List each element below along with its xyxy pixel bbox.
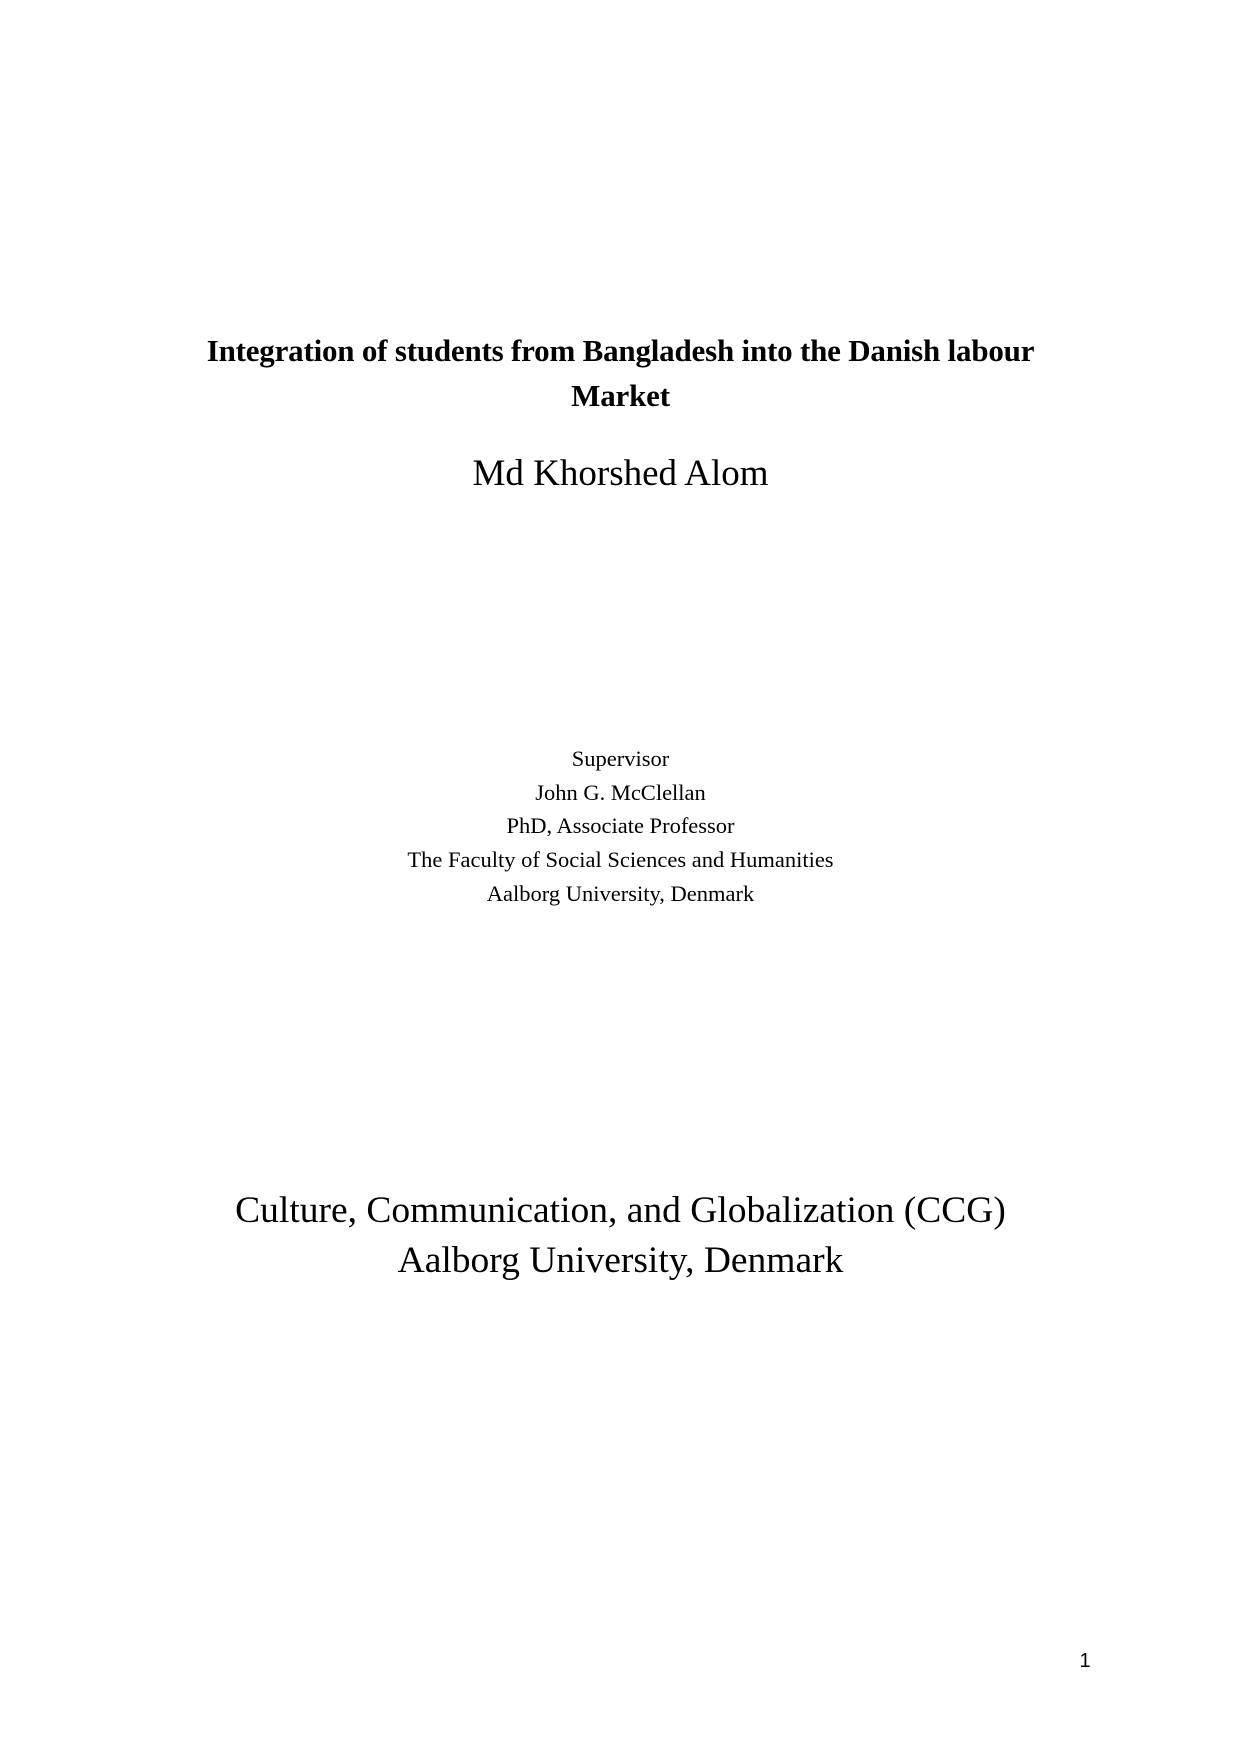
thesis-title-line-1: Integration of students from Bangladesh into the Danish labour <box>206 333 1035 368</box>
supervisor-name: John G. McClellan <box>535 780 706 805</box>
supervisor-label: Supervisor <box>571 746 670 771</box>
supervisor-university: Aalborg University, Denmark <box>486 881 755 906</box>
program-university: Aalborg University, Denmark <box>397 1240 844 1281</box>
supervisor-title: PhD, Associate Professor <box>506 813 735 838</box>
program-name: Culture, Communication, and Globalization (CCG) <box>235 1190 1006 1231</box>
page-number: 1 <box>1079 1650 1091 1672</box>
supervisor-faculty: The Faculty of Social Sciences and Humanities <box>407 847 834 872</box>
author-name: Md Khorshed Alom <box>472 453 769 494</box>
thesis-title-line-2: Market <box>571 378 670 413</box>
